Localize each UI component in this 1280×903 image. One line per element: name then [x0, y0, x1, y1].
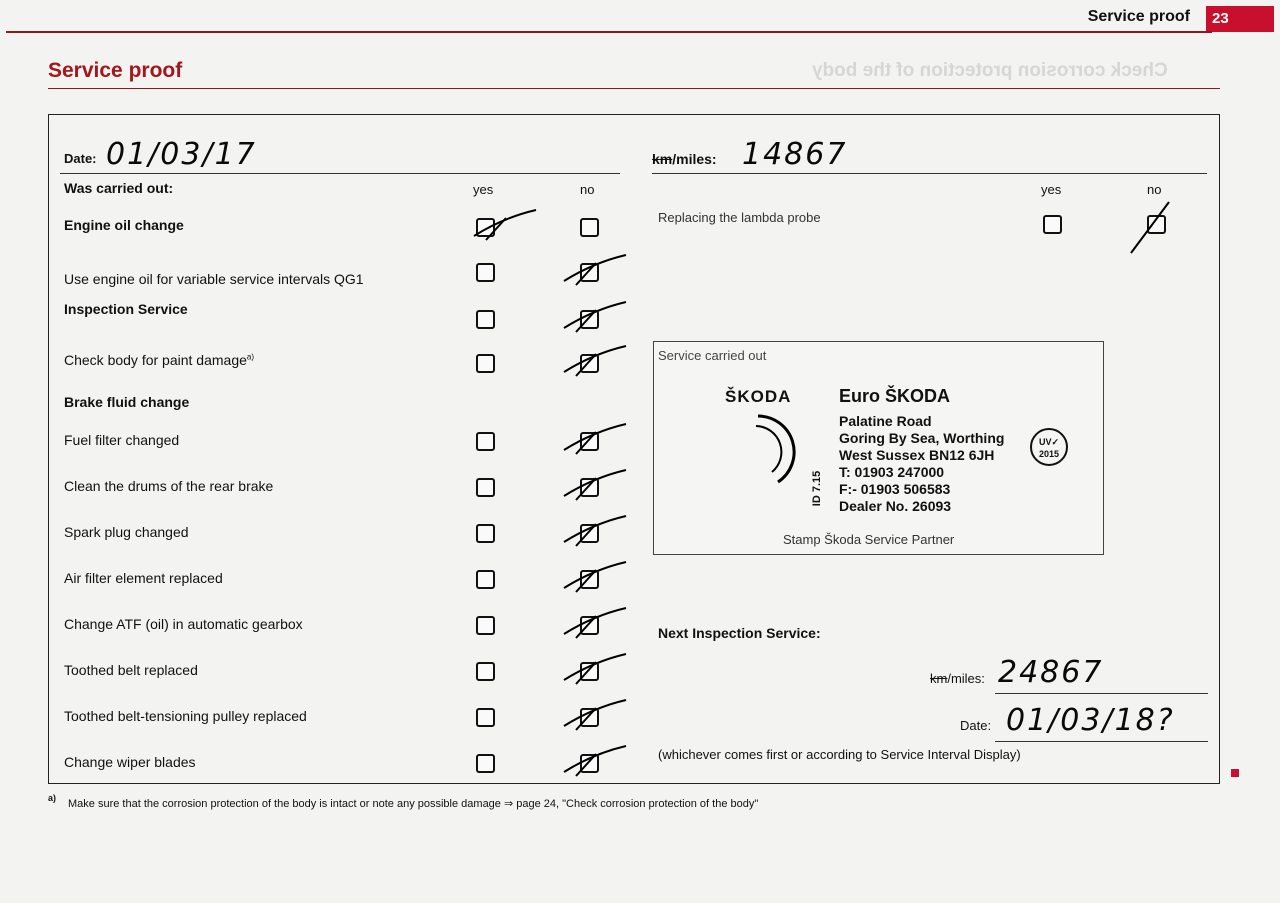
- checklist-item-text: Use engine oil for variable service intervals QG1: [64, 271, 364, 287]
- no-column-header: no: [580, 182, 595, 197]
- checkbox-yes[interactable]: [476, 524, 495, 543]
- lambda-no-tick: [1125, 198, 1175, 258]
- checkbox-yes[interactable]: [476, 754, 495, 773]
- stamp-phone: T: 01903 247000: [839, 464, 945, 480]
- checkbox-yes[interactable]: [476, 263, 495, 282]
- next-inspection-label: Next Inspection Service:: [658, 625, 821, 641]
- lambda-yes-checkbox[interactable]: [1043, 215, 1062, 234]
- checklist-item-label: [64, 570, 223, 586]
- checkbox-no[interactable]: [580, 218, 599, 237]
- checklist-item-text: Fuel filter changed: [64, 432, 180, 448]
- skoda-logo-arc-icon: [738, 408, 808, 488]
- checklist-item-text: Air filter element replaced: [64, 570, 223, 586]
- carried-out-label: Was carried out:: [64, 180, 174, 196]
- checkbox-yes[interactable]: [476, 478, 495, 497]
- checkbox-yes[interactable]: [476, 310, 495, 329]
- section-rule: [48, 88, 1220, 89]
- stamp-side-code: ID 7.15: [811, 470, 824, 507]
- tick-mark-no: [560, 742, 630, 782]
- next-miles-underline: [995, 693, 1208, 694]
- miles-label-text: /miles:: [672, 151, 717, 167]
- tick-mark-no: [560, 558, 630, 598]
- checklist-item-text: Clean the drums of the rear brake: [64, 478, 274, 494]
- header-rule: [6, 31, 1212, 33]
- footnote-text: Make sure that the corrosion protection of the body is intact or note any possible damage ⇒ page 24, "Check corrosion protection of the body": [68, 798, 759, 810]
- checklist-item-label: [64, 217, 184, 233]
- tick-mark-no: [560, 342, 630, 382]
- checklist-item-label: [64, 708, 307, 724]
- checklist-item-text: Spark plug changed: [64, 524, 189, 540]
- miles-handwritten: 14867: [742, 137, 848, 172]
- tick-mark-yes: [470, 206, 540, 246]
- checkbox-yes[interactable]: [476, 432, 495, 451]
- next-miles-handwritten: 24867: [998, 655, 1104, 690]
- checkbox-yes[interactable]: [476, 570, 495, 589]
- checkbox-yes[interactable]: [476, 662, 495, 681]
- stamp-brand: ŠKODA: [725, 387, 792, 406]
- next-date-underline: [995, 741, 1208, 742]
- stamp-dealer-number: Dealer No. 26093: [839, 498, 952, 514]
- stamp-address-2: Goring By Sea, Worthing: [839, 430, 1005, 446]
- date-label: Date:: [64, 151, 97, 166]
- right-no-header: no: [1147, 182, 1162, 197]
- bleed-through-heading: Check corrosion protection of the body: [812, 60, 1168, 81]
- checklist-item-label: [64, 524, 189, 540]
- stamp-address-1: Palatine Road: [839, 413, 932, 429]
- checklist-item-text: Engine oil change: [64, 217, 184, 233]
- lambda-probe-label: Replacing the lambda probe: [658, 210, 821, 225]
- tick-mark-no: [560, 696, 630, 736]
- miles-underline: [652, 173, 1207, 174]
- stamp-caption: Stamp Škoda Service Partner: [783, 532, 955, 547]
- checklist-item-label: [64, 271, 364, 287]
- checklist-item-label: [64, 478, 273, 494]
- yes-column-header: yes: [473, 182, 494, 197]
- tick-mark-no: [560, 298, 630, 338]
- footnote-ref: a): [246, 352, 255, 362]
- checklist-item-text: Brake fluid change: [64, 394, 190, 410]
- checklist-item-label: [64, 662, 198, 678]
- stamp-fax: F:- 01903 506583: [839, 481, 951, 497]
- page-number-badge: 23: [1206, 6, 1274, 32]
- checklist-item-text: Toothed belt replaced: [64, 662, 198, 678]
- uv-badge-line2: 2015: [1038, 449, 1060, 459]
- tick-mark-no: [560, 512, 630, 552]
- service-carried-out-label: Service carried out: [658, 348, 767, 363]
- next-date-handwritten: 01/03/18?: [1006, 703, 1175, 738]
- checkbox-yes[interactable]: [476, 708, 495, 727]
- checklist-item-text: Toothed belt-tensioning pulley replaced: [64, 708, 307, 724]
- tick-mark-no: [560, 466, 630, 506]
- tick-mark-no: [560, 650, 630, 690]
- miles-struck-unit: km: [652, 151, 673, 167]
- checklist-item-text: Check body for paint damage: [64, 352, 247, 368]
- running-header: Service proof: [1087, 8, 1190, 25]
- date-handwritten: 01/03/17: [106, 137, 257, 172]
- miles-label: [652, 151, 717, 167]
- uv-badge: [1030, 428, 1068, 466]
- end-of-section-marker: [1231, 769, 1239, 777]
- date-underline: [60, 173, 620, 174]
- footnote-mark: a): [48, 793, 57, 803]
- checklist-item-label: [64, 432, 179, 448]
- checklist-item-label: [64, 301, 188, 317]
- checkbox-yes[interactable]: [476, 354, 495, 373]
- right-yes-header: yes: [1041, 182, 1062, 197]
- checklist-item-label: [64, 754, 196, 770]
- next-miles-label: [930, 671, 985, 686]
- stamp-dealer-name: Euro ŠKODA: [839, 386, 951, 406]
- next-date-label: Date:: [960, 718, 992, 733]
- checklist-item-label: [64, 616, 303, 632]
- tick-mark-no: [560, 604, 630, 644]
- next-miles-label-text: /miles:: [947, 671, 985, 686]
- checklist-item-text: Inspection Service: [64, 301, 188, 317]
- whichever-note: (whichever comes first or according to Service Interval Display): [658, 747, 1021, 762]
- checklist-item-text: Change wiper blades: [64, 754, 196, 770]
- stamp-address-3: West Sussex BN12 6JH: [839, 447, 995, 463]
- uv-badge-line1: UV✓: [1038, 437, 1060, 447]
- checklist-item-text: Change ATF (oil) in automatic gearbox: [64, 616, 303, 632]
- tick-mark-no: [560, 251, 630, 291]
- checklist-item-label: [64, 394, 189, 410]
- section-title: Service proof: [48, 59, 183, 82]
- checkbox-yes[interactable]: [476, 616, 495, 635]
- tick-mark-no: [560, 420, 630, 460]
- checklist-item-label: [64, 352, 254, 368]
- next-miles-struck-unit: km: [930, 671, 948, 686]
